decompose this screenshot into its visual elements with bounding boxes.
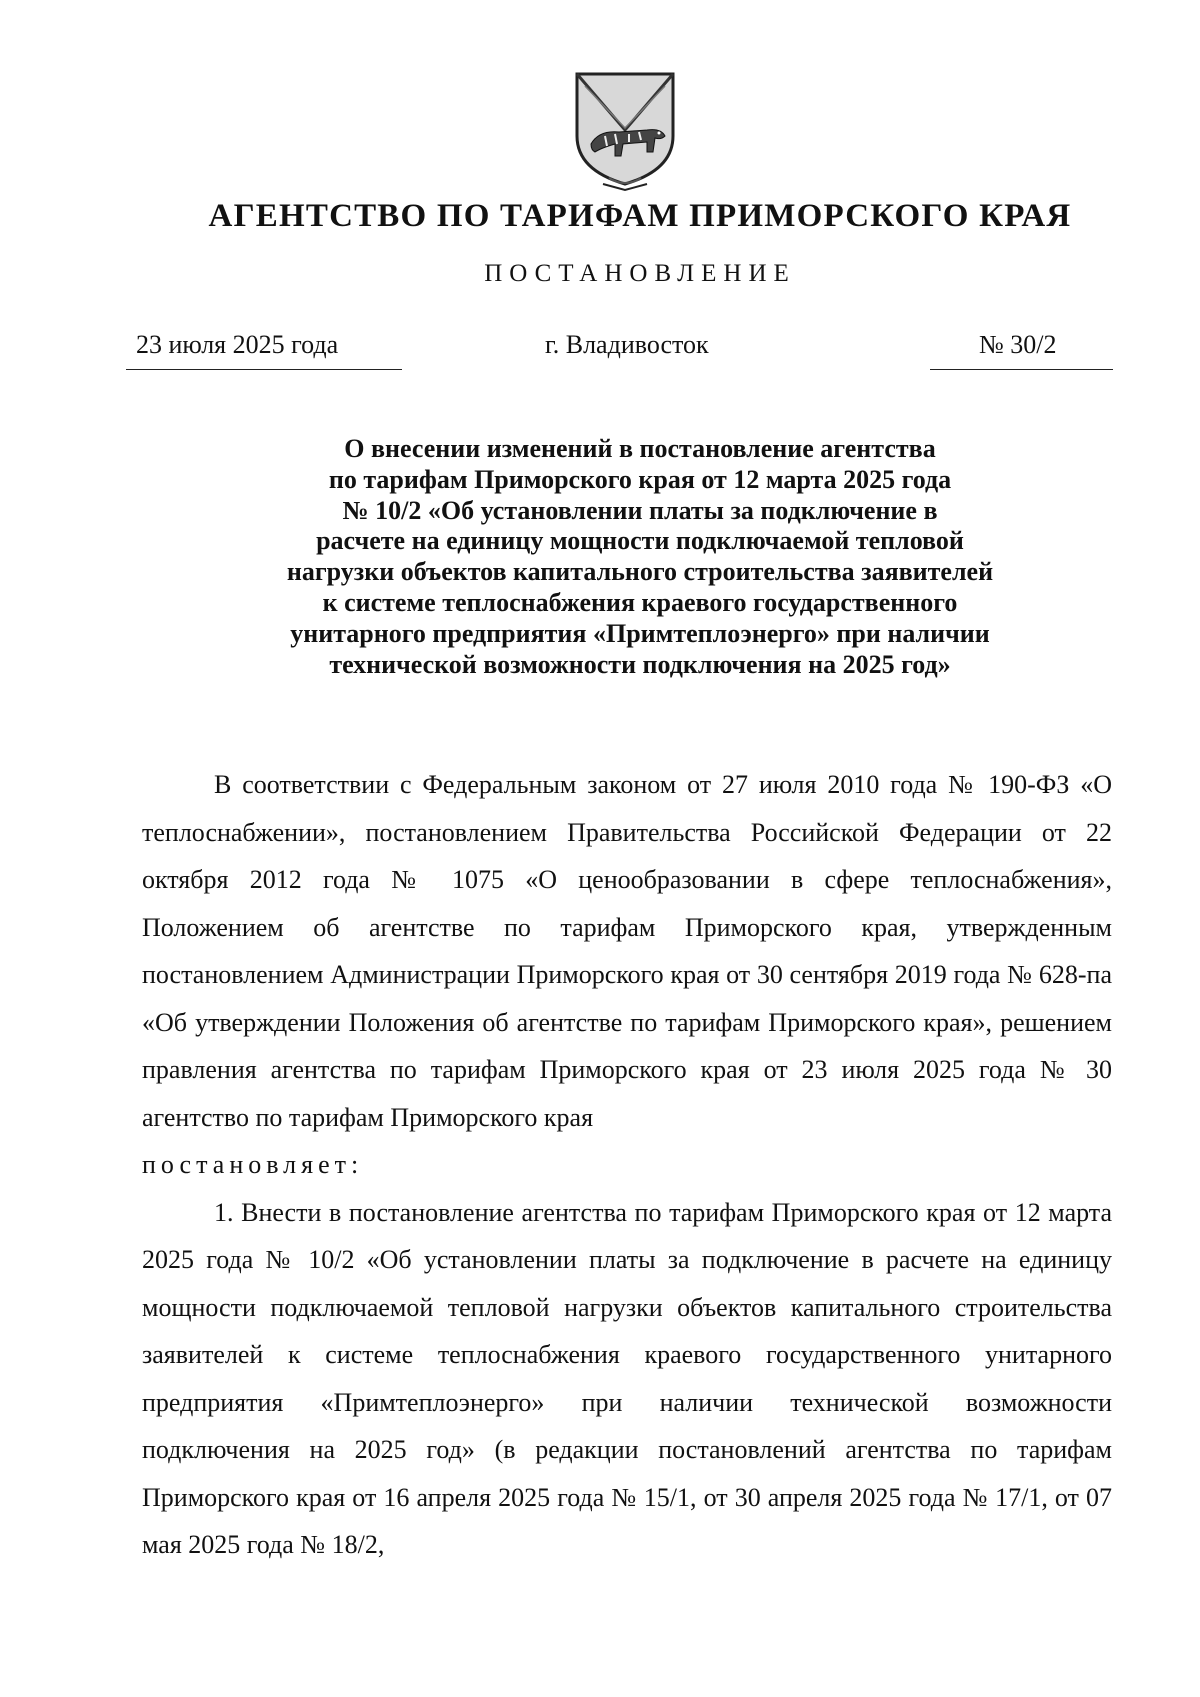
title-line: расчете на единицу мощности подключаемой тепловой <box>316 526 964 556</box>
title-line: унитарного предприятия «Примтеплоэнерго» при наличии <box>290 618 990 648</box>
agency-name: АГЕНТСТВО ПО ТАРИФАМ ПРИМОРСКОГО КРАЯ <box>208 198 1072 234</box>
title-line: нагрузки объектов капитального строительства заявителей <box>286 557 994 587</box>
preamble-paragraph: В соответствии с Федеральным законом от 27 июля 2010 года № 190-ФЗ «О теплоснабжении», постановлением Правительства Российской Федерации от 22 октября 2012 года № 1075 «О ценообразовании в сфере теплоснабжения», Положением об агентстве по тарифам Приморского края, утвержденным постановлением Администрации Приморского края от 30 сентября 2019 года № 628-па «Об утверждении Положения об агентстве по тарифам Приморского края», решением правления агентства по тарифам Приморского края от 23 июля 2025 года № 30 агентство по тарифам Приморского края <box>142 770 1112 1132</box>
document-number: № 30/2 <box>979 330 1057 359</box>
document-date: 23 июля 2025 года <box>136 330 339 359</box>
primorsky-krai-coat-of-arms-icon <box>569 66 681 192</box>
document-title <box>170 434 1110 680</box>
number-underline <box>930 369 1113 370</box>
item-1-paragraph: 1. Внести в постановление агентства по тарифам Приморского края от 12 марта 2025 года № 10/2 «Об установлении платы за подключение в расчете на единицу мощности подключаемой тепловой нагрузки объектов капитального строительства заявителей к системе теплоснабжения краевого государственного унитарного предприятия «Примтеплоэнерго» при наличии технической возможности подключения на 2025 год» (в редакции постановлений агентства по тарифам Приморского края от 16 апреля 2025 года № 15/1, от 30 апреля 2025 года № 17/1, от 07 мая 2025 года № 18/2, <box>142 1197 1112 1559</box>
decree-word: постановляет: <box>142 1150 364 1179</box>
document-city: г. Владивосток <box>545 330 709 359</box>
title-line: к системе теплоснабжения краевого государственного <box>322 587 958 617</box>
title-line: по тарифам Приморского края от 12 марта 2025 года <box>328 464 952 494</box>
title-line: О внесении изменений в постановление агентства <box>344 434 936 463</box>
document-type: ПОСТАНОВЛЕНИЕ <box>484 260 796 287</box>
title-line: № 10/2 «Об установлении платы за подключение в <box>342 495 938 525</box>
date-underline <box>126 369 402 370</box>
title-line: технической возможности подключения на 2025 год» <box>329 649 951 679</box>
document-body <box>142 761 1112 1569</box>
